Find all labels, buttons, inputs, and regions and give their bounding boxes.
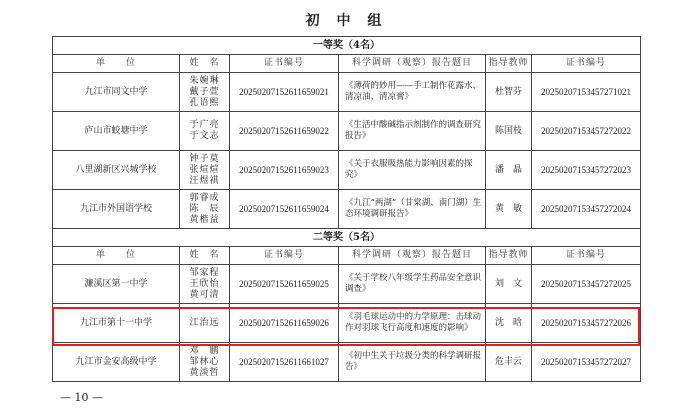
- teacher-cell: 陈国枝: [486, 112, 532, 151]
- section-label: 二等奖（5名）: [53, 229, 641, 247]
- cert-cell: 20250207152611659023: [230, 151, 339, 190]
- teacher-cert-cell: 20250207153457272022: [532, 112, 641, 151]
- project-cell: 《羽毛球运动中的力学原理：击球动作对羽球飞行高度和速度的影响》: [339, 304, 486, 343]
- student-name: 江治远: [189, 317, 220, 328]
- header-teacher-cert: 证书编号: [532, 247, 641, 265]
- student-name: 黄楷益: [189, 214, 220, 225]
- teacher-cert-cell: 20250207153457272023: [532, 151, 641, 190]
- table-row: [53, 112, 641, 151]
- section-label: 一等奖（4名）: [53, 37, 641, 55]
- names-cell: [180, 343, 230, 382]
- header-project: 科学调研（观察）报告题目: [339, 247, 486, 265]
- student-name: 邓 鹏: [189, 345, 220, 356]
- cert-cell: 20250207152611659024: [230, 190, 339, 229]
- project-cell: 《生活中酸碱指示剂制作的调查研究报告》: [339, 112, 486, 151]
- header-unit: 单 位: [53, 55, 180, 73]
- table-row: [53, 265, 641, 304]
- teacher-cert-cell: 20250207153457272025: [532, 265, 641, 304]
- project-cell: 《九江“两湖”（甘棠湖、南门湖）生态环境调研报告》: [339, 190, 486, 229]
- student-name: 陈 辰: [189, 203, 220, 214]
- names-cell: [180, 265, 230, 304]
- names-cell: [180, 151, 230, 190]
- teacher-cell: 黄 敏: [486, 190, 532, 229]
- teacher-cell: 杜智芬: [486, 73, 532, 112]
- student-name: 王欣怡: [189, 278, 220, 289]
- unit-cell: 濂溪区第一中学: [53, 265, 180, 304]
- section-row: [53, 37, 641, 55]
- page-title: 初 中 组: [305, 13, 388, 29]
- header-teacher-cert: 证书编号: [532, 55, 641, 73]
- student-name: 黄淡哲: [189, 367, 220, 378]
- teacher-cell: 潘 晶: [486, 151, 532, 190]
- student-name: 黄可清: [189, 289, 220, 300]
- student-name: 朱婉琳: [189, 75, 220, 86]
- student-name: 汪煜祺: [189, 175, 220, 186]
- header-names: 姓 名: [180, 55, 230, 73]
- cert-cell: 20250207152611659025: [230, 265, 339, 304]
- names-cell: [180, 73, 230, 112]
- student-name: 于文志: [189, 131, 220, 141]
- table-row: [53, 151, 641, 190]
- table-row: [53, 73, 641, 112]
- cert-cell: 20250207152611661027: [230, 343, 339, 382]
- header-cert: 证书编号: [230, 247, 339, 265]
- unit-cell: 八里湖新区兴城学校: [53, 151, 180, 190]
- header-teacher: 指导教师: [486, 55, 532, 73]
- project-cell: 《关于学校八年级学生药品安全意识调查》: [339, 265, 486, 304]
- table-row: [53, 304, 641, 343]
- names-cell: [180, 190, 230, 229]
- teacher-cert-cell: 20250207153457272024: [532, 190, 641, 229]
- unit-cell: 九江市金安高级中学: [53, 343, 180, 382]
- names-cell: [180, 304, 230, 343]
- student-name: 孔语熙: [189, 97, 220, 108]
- header-row: [53, 247, 641, 265]
- student-name: 戴子萱: [189, 86, 220, 97]
- student-name: 钟子莫: [189, 153, 220, 164]
- page-number: — 10 —: [60, 391, 103, 404]
- names-cell: [180, 112, 230, 151]
- table-row: [53, 343, 641, 382]
- header-row: [53, 55, 641, 73]
- cert-cell: 20250207152611659021: [230, 73, 339, 112]
- teacher-cert-cell: 20250207153457272027: [532, 343, 641, 382]
- project-cell: 《初中生关于垃圾分类的科学调研报告》: [339, 343, 486, 382]
- teacher-cert-cell: 20250207153457271021: [532, 73, 641, 112]
- unit-cell: 庐山市蛟塘中学: [53, 112, 180, 151]
- student-name: 张煊煊: [189, 164, 220, 175]
- student-name: 邹家程: [189, 267, 220, 278]
- header-project: 科学调研（观察）报告题目: [339, 55, 486, 73]
- student-name: 郭睿成: [189, 192, 220, 203]
- cert-cell: 20250207152611659022: [230, 112, 339, 151]
- section-row: [53, 229, 641, 247]
- project-cell: 《关于衣服吸热能力影响因素的探究》: [339, 151, 486, 190]
- header-unit: 单 位: [53, 247, 180, 265]
- project-cell: 《薄荷的妙用——手工制作花露水、清凉油、清凉膏》: [339, 73, 486, 112]
- awards-table: [52, 36, 641, 382]
- teacher-cell: 危丰云: [486, 343, 532, 382]
- header-cert: 证书编号: [230, 55, 339, 73]
- unit-cell: 九江市第十一中学: [53, 304, 180, 343]
- table-row: [53, 190, 641, 229]
- header-names: 姓 名: [180, 247, 230, 265]
- teacher-cert-cell: 20250207153457272026: [532, 304, 641, 343]
- student-name: 于广亮: [189, 120, 220, 130]
- cert-cell: 20250207152611659026: [230, 304, 339, 343]
- teacher-cell: 刘 文: [486, 265, 532, 304]
- unit-cell: 九江市同文中学: [53, 73, 180, 112]
- header-teacher: 指导教师: [486, 247, 532, 265]
- student-name: 邹林心: [189, 356, 220, 367]
- unit-cell: 九江市外国语学校: [53, 190, 180, 229]
- teacher-cell: 沈 晗: [486, 304, 532, 343]
